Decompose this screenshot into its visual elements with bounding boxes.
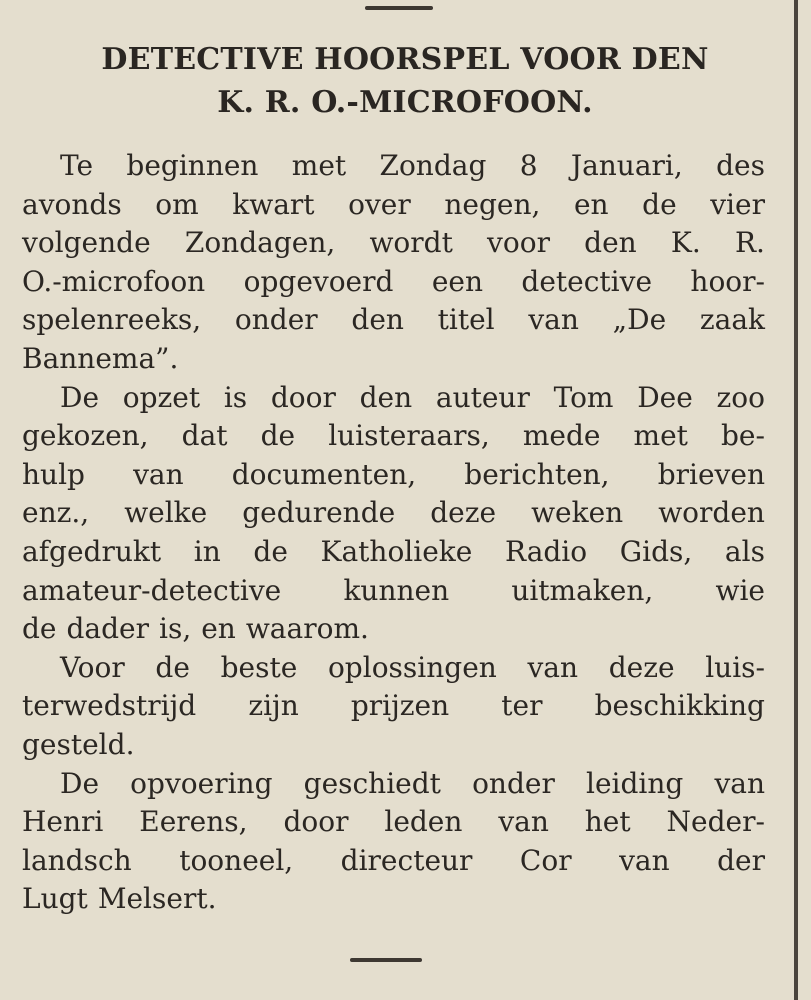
article-line: O.-microfoon opgevoerd een detective hoor-: [22, 264, 765, 298]
article-line: gesteld.: [22, 727, 135, 761]
article-line: Voor de beste oplossingen van deze luis-: [60, 650, 765, 684]
article-line: Bannema”.: [22, 341, 179, 375]
article-line: volgende Zondagen, wordt voor den K. R.: [22, 226, 765, 260]
column-border: [794, 0, 798, 1000]
article-line: gekozen, dat de luisteraars, mede met be-: [22, 419, 765, 453]
article-line: de dader is, en waarom.: [22, 612, 369, 646]
article-line: landsch tooneel, directeur Cor van der: [22, 843, 765, 877]
bottom-separator-rule: [350, 958, 422, 962]
headline-line-2: K. R. O.-MICROFOON.: [217, 85, 593, 120]
article-line: Te beginnen met Zondag 8 Januari, des: [60, 149, 765, 182]
article-line: De opvoering geschiedt onder leiding van: [60, 766, 765, 800]
article-line: spelenreeks, onder den titel van „De zaak: [22, 303, 765, 337]
headline-line-1: DETECTIVE HOORSPEL VOOR DEN: [101, 42, 709, 77]
article-line: afgedrukt in de Katholieke Radio Gids, als: [22, 534, 765, 568]
headline: [20, 38, 790, 124]
article-line: De opzet is door den auteur Tom Dee zoo: [60, 380, 765, 414]
top-separator-rule: [365, 6, 433, 10]
article-body: [22, 147, 765, 919]
article-line: amateur-detective kunnen uitmaken, wie: [22, 573, 765, 607]
article-line: Lugt Melsert.: [22, 882, 217, 916]
article-line: hulp van documenten, berichten, brieven: [22, 457, 765, 491]
article-line: avonds om kwart over negen, en de vier: [22, 187, 765, 221]
article-line: terwedstrijd zijn prijzen ter beschikking: [22, 689, 765, 723]
article-line: enz., welke gedurende deze weken worden: [22, 496, 765, 530]
article-line: Henri Eerens, door leden van het Neder-: [22, 805, 765, 839]
